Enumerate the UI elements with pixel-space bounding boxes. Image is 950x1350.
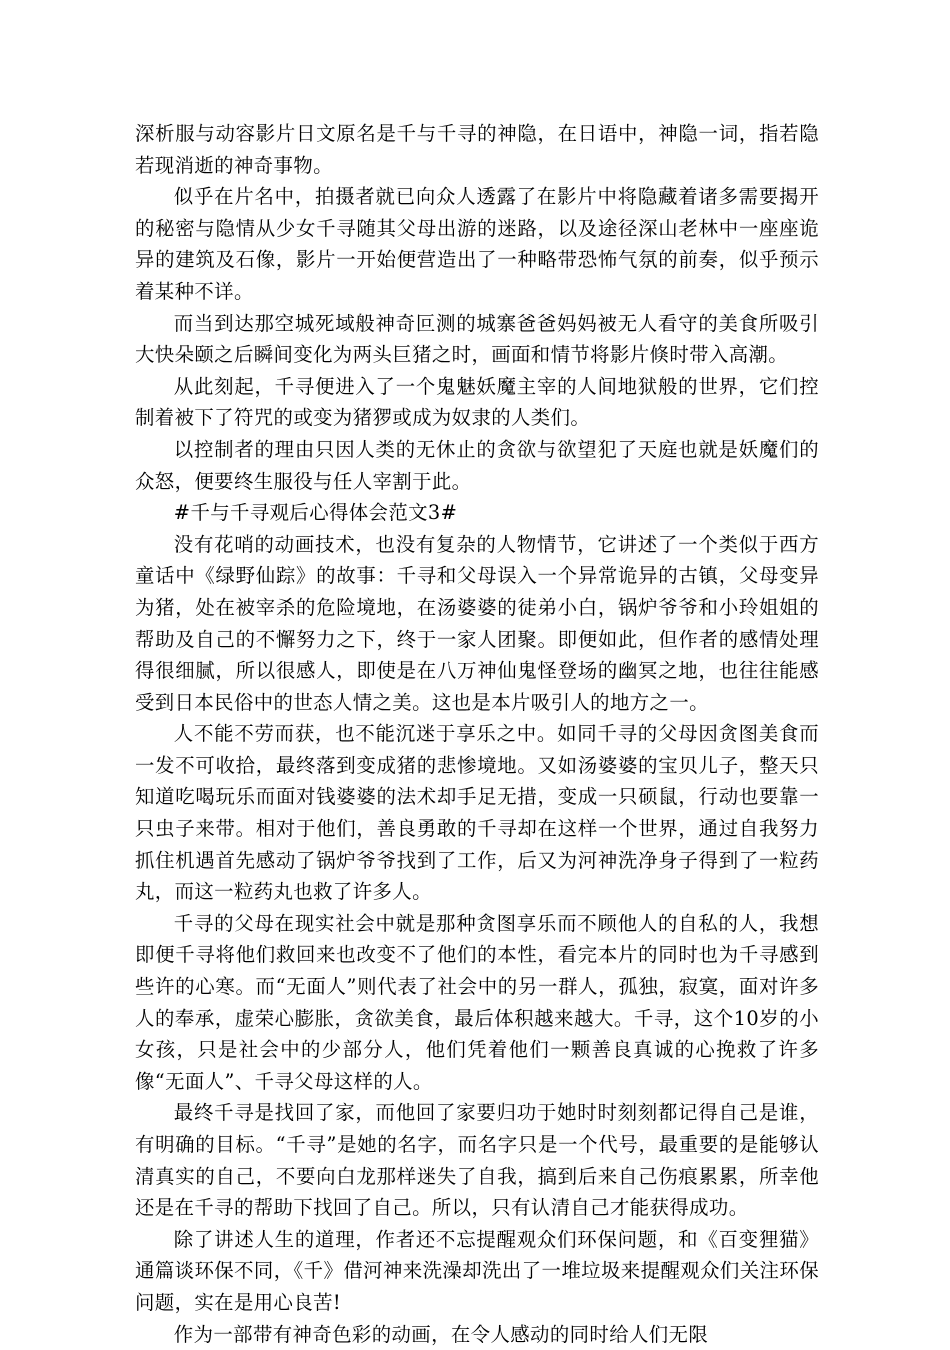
section-heading: #千与千寻观后心得体会范文3# bbox=[173, 501, 458, 525]
paragraph-11: 作为一部带有神奇色彩的动画，在令人感动的同时给人们无限 bbox=[173, 1322, 709, 1346]
paragraph-8: 千寻的父母在现实社会中就是那种贪图享乐而不顾他人的自私的人，我想即便千寻将他们救回来也改变不了他们的本性，看完本片的同时也为千寻感到些许的心寒。而“无面人”则代表了社会中的另一群人，孤独，寂寞，面对许多人的奉承，虚荣心膨胀，贪欲美食，最后体积越来越大。千寻，这个10岁的小女孩，只是社会中的少部分人，他们凭着他们一颗善良真诚的心挽救了许多像“无面人”、千寻父母这样的人。 bbox=[135, 911, 819, 1093]
paragraph-2: 似乎在片名中，拍摄者就已向众人透露了在影片中将隐藏着诸多需要揭开的秘密与隐情从少女千寻随其父母出游的迷路，以及途径深山老林中一座座诡异的建筑及石像，影片一开始便营造出了一种略带恐怖气氛的前奏，似乎预示着某种不详。 bbox=[135, 185, 819, 303]
paragraph-5: 以控制者的理由只因人类的无休止的贪欲与欲望犯了天庭也就是妖魔们的众怒，便要终生服役与任人宰割于此。 bbox=[135, 437, 819, 493]
paragraph-1: 深析服与动容影片日文原名是千与千寻的神隐，在日语中，神隐一词，指若隐若现消逝的神奇事物。 bbox=[135, 122, 819, 177]
paragraph-7: 人不能不劳而获，也不能沉迷于享乐之中。如同千寻的父母因贪图美食而一发不可收拾，最终落到变成猪的悲惨境地。又如汤婆婆的宝贝儿子，整天只知道吃喝玩乐而面对钱婆婆的法术却手足无措，变成一只硕鼠，行动也要靠一只虫子来带。相对于他们，善良勇敢的千寻却在这样一个世界，通过自我努力抓住机遇首先感动了锅炉爷爷找到了工作，后又为河神洗净身子得到了一粒药丸，而这一粒药丸也救了许多人。 bbox=[135, 722, 819, 904]
paragraph-4: 从此刻起，千寻便进入了一个鬼魅妖魔主宰的人间地狱般的世界，它们控制着被下了符咒的或变为猪猡或成为奴隶的人类们。 bbox=[135, 374, 819, 430]
document-page bbox=[135, 118, 819, 1350]
paragraph-3: 而当到达那空城死域般神奇叵测的城寨爸爸妈妈被无人看守的美食所吸引大快朵颐之后瞬间变化为两头巨猪之时，画面和情节将影片倏时带入高潮。 bbox=[135, 311, 819, 367]
paragraph-10: 除了讲述人生的道理，作者还不忘提醒观众们环保问题，和《百变狸猫》通篇谈环保不同，《千》借河神来洗澡却洗出了一堆垃圾来提醒观众们关注环保问题，实在是用心良苦! bbox=[135, 1227, 819, 1314]
paragraph-6: 没有花哨的动画技术，也没有复杂的人物情节，它讲述了一个类似于西方童话中《绿野仙踪》的故事：千寻和父母误入一个异常诡异的古镇，父母变异为猪，处在被宰杀的危险境地，在汤婆婆的徒弟小白，锅炉爷爷和小玲姐姐的帮助及自己的不懈努力之下，终于一家人团聚。即便如此，但作者的感情处理得很细腻，所以很感人，即使是在八万神仙鬼怪登场的幽冥之地，也往往能感受到日本民俗中的世态人情之美。这也是本片吸引人的地方之一。 bbox=[135, 532, 819, 714]
paragraph-9: 最终千寻是找回了家，而他回了家要归功于她时时刻刻都记得自己是谁，有明确的目标。“千寻”是她的名字，而名字只是一个代号，最重要的是能够认清真实的自己，不要向白龙那样迷失了自我，搞到后来自己伤痕累累，所幸他还是在千寻的帮助下找回了自己。所以，只有认清自己才能获得成功。 bbox=[135, 1101, 819, 1220]
